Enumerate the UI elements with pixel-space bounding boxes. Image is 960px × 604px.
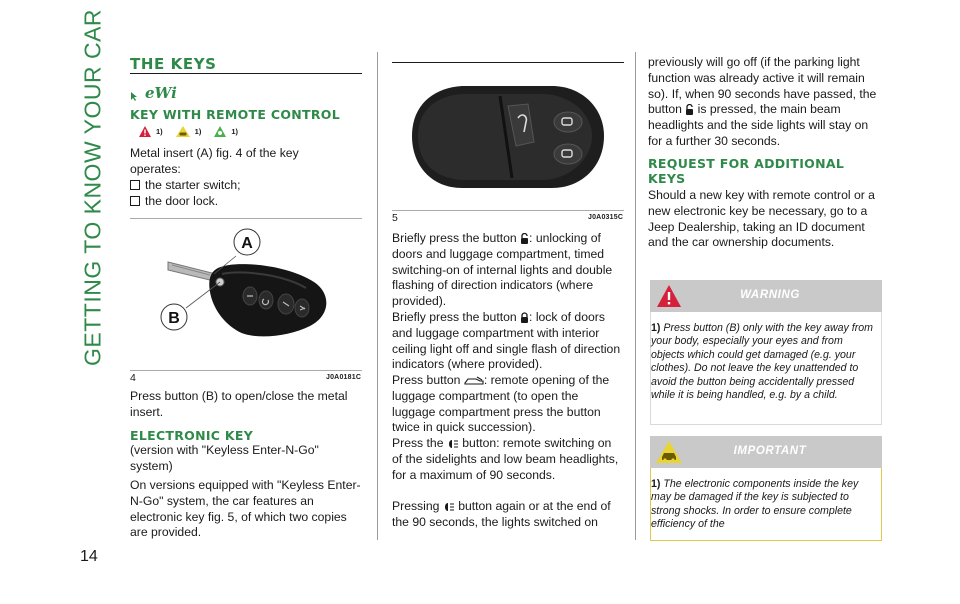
headlight-icon [447,439,459,449]
figure-number: 4 [130,372,136,384]
ewi-badge [130,84,177,102]
paragraph-new-key: Should a new key with remote control or a new electronic key be necessary, go to a Jeep Dealership, taking an ID document and the car ownership documents. [648,188,875,250]
note-ref: 1) [194,127,202,136]
figure-code: J0A0181C [326,374,362,381]
lock-icon [520,312,529,324]
subheading-electronic-key: ELECTRONIC KEY [130,428,254,443]
figure-top-rule [392,62,624,63]
car-important-icon [655,440,683,464]
unlock-icon [685,104,694,116]
note-ref: 1) [231,127,239,136]
important-text: 1) The electronic components inside the key may be damaged if the key is subjected to strong shocks. In order to ensure complete efficiency of the [651,478,859,531]
paragraph-metal-insert: Metal insert (A) fig. 4 of the key operates: [130,146,299,176]
figure-bottom-rule [392,210,624,211]
unlock-icon [520,233,529,245]
environment-icon [213,125,227,138]
warning-triangle-icon [656,284,682,308]
mouse-pointer-icon [130,90,144,102]
column-divider-1 [377,52,378,540]
paragraph-sidelights: Press the button: remote switching on of the sidelights and low beam headlights, for a maximum of 90 seconds. [392,436,619,482]
important-title: IMPORTANT [733,445,807,457]
figure-number: 5 [392,212,398,224]
warning-text: 1) Press button (B) only with the key away from your body, especially your eyes and from objects which could get damaged (e.g. your clothes). Do not leave the key unattended to avoid the button being accidentally pressed while it is being handled, e.g. by a child. [651,322,873,402]
paragraph-luggage: Press button : remote opening of the luggage compartment (to open the luggage compartment press the button twice in quick succession). [392,373,610,435]
figure-bottom-rule [130,370,362,371]
checkbox-bullet-icon [130,180,140,190]
paragraph-press-button-b: Press button (B) to open/close the metal insert. [130,389,348,419]
paragraph-lights-off: previously will go off (if the parking light function was already active it will remain so). If, when 90 seconds have passed, the button is pressed, the main beam headlights and the side lights will stay on for a further 30 seconds. [648,55,877,148]
bullet-item: the starter switch; [130,178,241,192]
paragraph-pressing-again: Pressing button again or at the end of the 90 seconds, the lights switched on [392,499,611,529]
luggage-compartment-icon [464,376,484,386]
ewi-badge-text: eWi [145,84,177,102]
paragraph-unlock: Briefly press the button : unlocking of doors and luggage compartment, timed switching-on of internal lights and double flashing of direction indicators (where provided). [392,231,613,309]
car-important-icon [175,125,191,138]
warning-title: WARNING [740,289,800,301]
page-number: 14 [80,548,98,565]
headlight-icon [443,502,455,512]
subheading-additional-keys: REQUEST FOR ADDITIONAL KEYS [648,156,845,186]
figure-top-rule [130,218,362,219]
checkbox-bullet-icon [130,196,140,206]
subheading-key-remote: KEY WITH REMOTE CONTROL [130,107,340,122]
callout-label-b: B [168,310,180,327]
chapter-side-title: GETTING TO KNOW YOUR CAR [79,8,106,366]
paragraph-version-keyless: (version with "Keyless Enter-N-Go" system) [130,443,319,473]
callout-label-a: A [241,235,253,252]
bullet-item: the door lock. [130,194,218,208]
paragraph-versions-equipped: On versions equipped with "Keyless Enter-N-Go" system, the car features an electronic key fig. 5, of which two copies are provided. [130,478,361,540]
figure-code: J0A0315C [588,214,624,221]
section-heading-keys: THE KEYS [130,55,217,73]
figure-flip-key [150,224,362,366]
paragraph-lock: Briefly press the button : lock of doors and luggage compartment with interior ceiling light off and single flash of direction indicators (where provided). [392,310,621,372]
note-ref: 1) [156,127,163,136]
column-divider-2 [635,52,636,540]
figure-electronic-key [392,66,624,206]
heading-rule [130,73,362,74]
note-icons-row [138,125,238,138]
warning-triangle-icon [138,125,152,138]
